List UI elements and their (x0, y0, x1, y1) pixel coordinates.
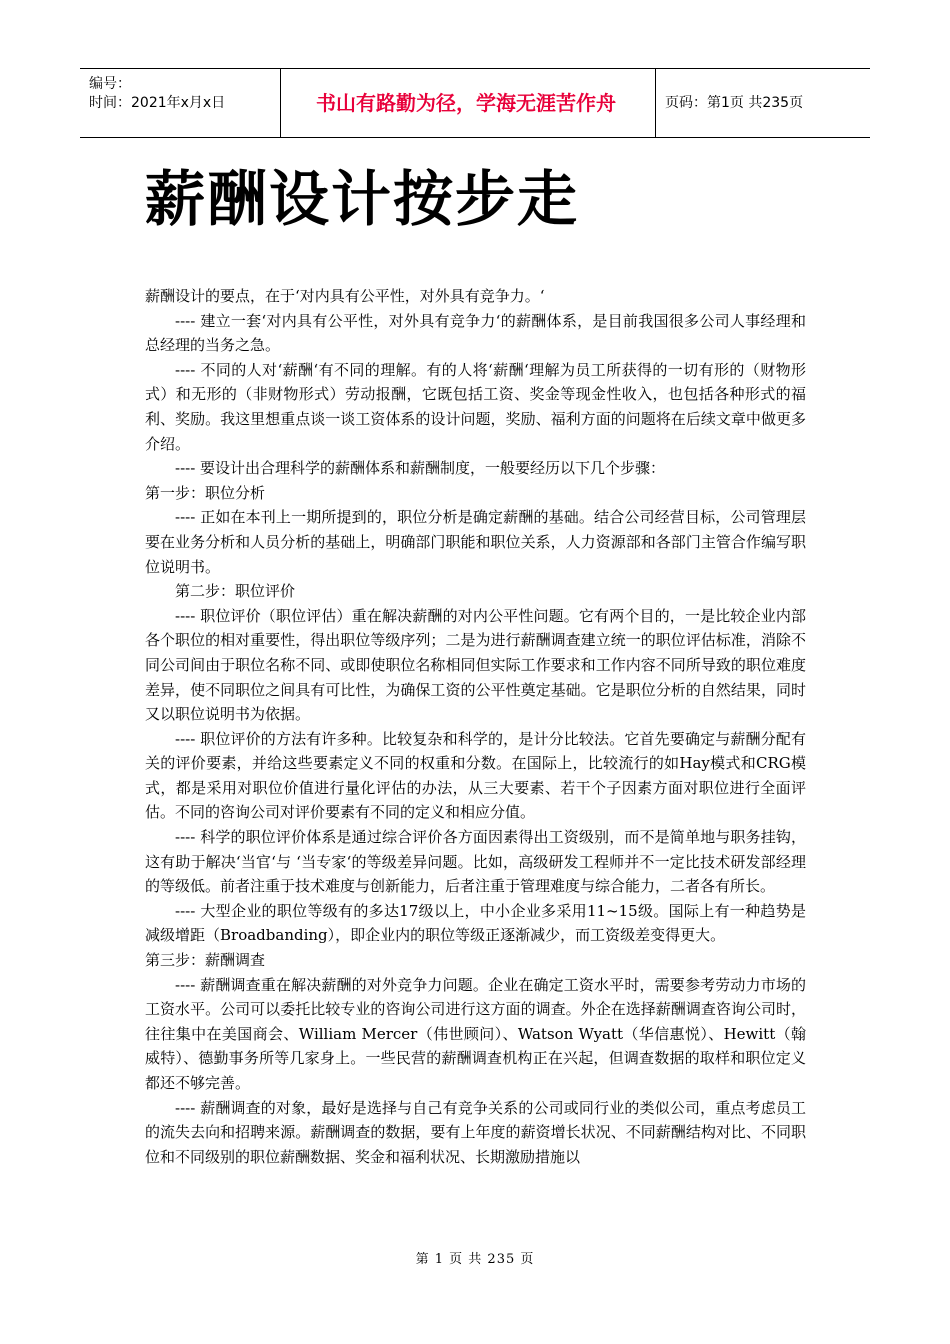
header-page-info: 页码：第1页 共235页 (665, 95, 804, 111)
header-meta (89, 75, 279, 113)
document-title: 薪酬设计按步走 (145, 165, 579, 235)
paragraph: 薪酬设计的要点，在于‘对内具有公平性，对外具有竞争力。‘ (145, 287, 545, 305)
paragraph: ---- 职位评价的方法有许多种。比较复杂和科学的，是计分比较法。它首先要确定与薪酬分配有关的评价要素，并给这些要素定义不同的权重和分数。在国际上，比较流行的如Hay模式和CRG模式，都是采用对职位价值进行量化评估的办法，从三大要素、若干个子因素方面对职位进行全面评估。不同的咨询公司对评价要素有不同的定义和相应分值。 (145, 729, 806, 822)
paragraph: ---- 薪酬调查的对象，最好是选择与自己有竞争关系的公司或同行业的类似公司，重点考虑员工的流失去向和招聘来源。薪酬调查的数据，要有上年度的薪资增长状况、不同薪酬结构对比、不同职位和不同级别的职位薪酬数据、奖金和福利状况、长期激励措施以 (145, 1098, 806, 1166)
paragraph: 第一步：职位分析 (145, 483, 266, 502)
paragraph: ---- 科学的职位评价体系是通过综合评价各方面因素得出工资级别，而不是简单地与职务挂钩，这有助于解决‘当官‘与 ‘当专家‘的等级差异问题。比如，高级研发工程师并不一定比技术研发部经理的等级低。前者注重于技术难度与创新能力，后者注重于管理难度与综合能力，二者各有所长。 (145, 828, 806, 896)
header-divider (655, 69, 656, 137)
page-footer: 第 1 页 共 235 页 (415, 1252, 535, 1267)
header-motto: 书山有路勤为径，学海无涯苦作舟 (316, 91, 616, 115)
paragraph: 第二步：职位评价 (175, 582, 296, 601)
paragraph: ---- 正如在本刊上一期所提到的，职位分析是确定薪酬的基础。结合公司经营目标，公司管理层要在业务分析和人员分析的基础上，明确部门职能和职位关系，人力资源部和各部门主管合作编写职位说明书。 (145, 508, 806, 576)
paragraph: ---- 大型企业的职位等级有的多达17级以上，中小企业多采用11~15级。国际上有一种趋势是减级增距（Broadbanding），即企业内的职位等级正逐渐减少，而工资级差变得更大。 (145, 901, 806, 945)
document-number-label: 编号： (89, 76, 131, 92)
page-header (80, 68, 870, 138)
paragraph: ---- 建立一套‘对内具有公平性，对外具有竞争力‘的薪酬体系，是目前我国很多公司人事经理和总经理的当务之急。 (145, 311, 806, 355)
paragraph: ---- 职位评价（职位评估）重在解决薪酬的对内公平性问题。它有两个目的，一是比较企业内部各个职位的相对重要性，得出职位等级序列；二是为进行薪酬调查建立统一的职位评估标准，消除不同公司间由于职位名称不同、或即使职位名称相同但实际工作要求和工作内容不同所导致的职位难度差异，使不同职位之间具有可比性，为确保工资的公平性奠定基础。它是职位分析的自然结果，同时又以职位说明书为依据。 (145, 606, 806, 724)
paragraph: ---- 薪酬调查重在解决薪酬的对外竞争力问题。企业在确定工资水平时，需要参考劳动力市场的工资水平。公司可以委托比较专业的咨询公司进行这方面的调查。外企在选择薪酬调查咨询公司时，往往集中在美国商会、William Mercer（伟世顾问）、Watson Wyatt（华信惠悦）、Hewitt（翰威特）、德勤事务所等几家身上。一些民营的薪酬调查机构正在兴起，但调查数据的取样和职位定义都还不够完善。 (145, 975, 806, 1092)
paragraph: 第三步：薪酬调查 (145, 951, 266, 970)
paragraph: ---- 要设计出合理科学的薪酬体系和薪酬制度，一般要经历以下几个步骤： (175, 459, 666, 478)
document-time: 时间：2021年x月x日 (89, 95, 226, 111)
paragraph: ---- 不同的人对‘薪酬‘有不同的理解。有的人将‘薪酬‘理解为员工所获得的一切有形的（财物形式）和无形的（非财物形式）劳动报酬，它既包括工资、奖金等现金性收入，也包括各种形式的福利、奖励。我这里想重点谈一谈工资体系的设计问题，奖励、福利方面的问题将在后续文章中做更多介绍。 (145, 360, 806, 453)
document-body (145, 284, 806, 1169)
